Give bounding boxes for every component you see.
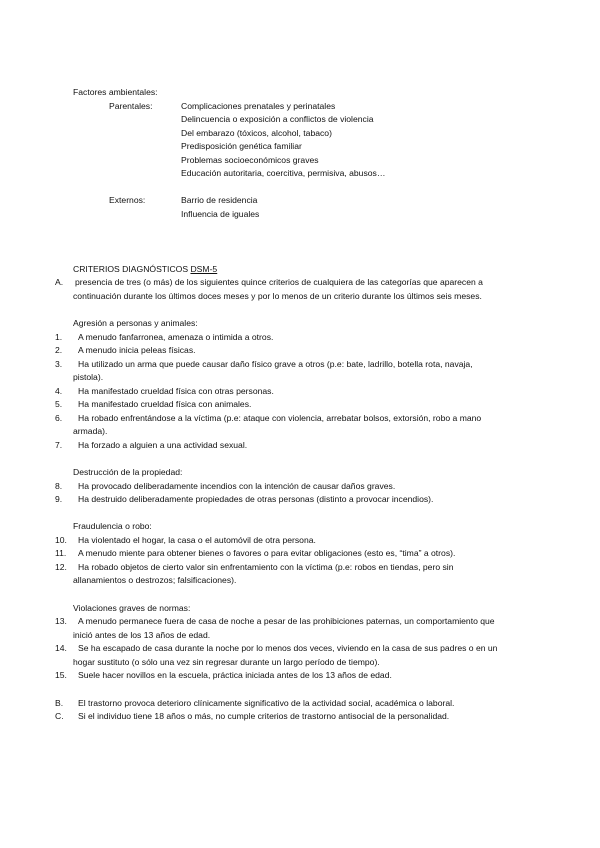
criterion-letter-b: B. (55, 698, 64, 708)
item-number: 6. (55, 413, 63, 423)
parentales-label: Parentales: (109, 101, 153, 111)
externos-item: Influencia de iguales (181, 209, 260, 219)
item-text: Se ha escapado de casa durante la noche por lo menos dos veces, viviendo en la casa de sus padres o en un (78, 643, 498, 653)
criterion-c-text: Si el individuo tiene 18 años o más, no cumple criterios de trastorno antisocial de la personalidad. (78, 711, 450, 721)
parentales-item: Complicaciones prenatales y perinatales (181, 101, 336, 111)
parentales-item: Predisposición genética familiar (181, 141, 302, 151)
item-number: 14. (55, 643, 67, 653)
criterion-a-line: presencia de tres (o más) de los siguientes quince criterios de cualquiera de las categorías que aparecen a (75, 277, 483, 287)
externos-label: Externos: (109, 195, 146, 205)
item-text: Ha forzado a alguien a una actividad sexual. (78, 440, 248, 450)
item-text: Ha manifestado crueldad física con otras personas. (78, 386, 274, 396)
item-number: 11. (55, 548, 67, 558)
parentales-item: Problemas socioeconómicos graves (181, 155, 319, 165)
item-number: 4. (55, 386, 63, 396)
item-text: A menudo permanece fuera de casa de noche a pesar de las prohibiciones paternas, un comportamiento que (78, 616, 495, 626)
criterios-title-text: CRITERIOS DIAGNÓSTICOS (73, 264, 189, 274)
item-text: Ha utilizado un arma que puede causar daño físico grave a otros (p.e: bate, ladrillo, botella rota, navaja, (78, 359, 473, 369)
destruccion-title: Destrucción de la propiedad: (73, 467, 183, 477)
agresion-title: Agresión a personas y animales: (73, 318, 198, 328)
parentales-item: Delincuencia o exposición a conflictos de violencia (181, 114, 374, 124)
item-text: Ha robado objetos de cierto valor sin enfrentamiento con la víctima (p.e: robos en tiendas, pero sin (78, 562, 454, 572)
criterion-letter-a: A. (55, 277, 64, 287)
criterios-title (73, 264, 217, 275)
item-text: Suele hacer novillos en la escuela, práctica iniciada antes de los 13 años de edad. (78, 670, 392, 680)
item-text: A menudo inicia peleas físicas. (78, 345, 196, 355)
parentales-item: Educación autoritaria, coercitiva, permisiva, abusos… (181, 168, 386, 178)
item-text: Ha manifestado crueldad física con animales. (78, 399, 252, 409)
criterion-a-line: continuación durante los últimos doces meses y por lo menos de un criterio durante los últimos seis meses. (73, 291, 482, 301)
item-number: 9. (55, 494, 63, 504)
item-number: 8. (55, 481, 63, 491)
violaciones-title: Violaciones graves de normas: (73, 603, 191, 613)
item-text: A menudo miente para obtener bienes o favores o para evitar obligaciones (esto es, “tima” a otros). (78, 548, 456, 558)
item-number: 12. (55, 562, 67, 572)
item-number: 13. (55, 616, 67, 626)
item-text: A menudo fanfarronea, amenaza o intimida a otros. (78, 332, 274, 342)
fraudulencia-title: Fraudulencia o robo: (73, 521, 152, 531)
item-number: 1. (55, 332, 63, 342)
item-text-cont: inició antes de los 13 años de edad. (73, 630, 211, 640)
item-number: 15. (55, 670, 67, 680)
item-number: 10. (55, 535, 67, 545)
item-text: Ha robado enfrentándose a la víctima (p.e: ataque con violencia, arrebatar bolsos, extorsión, robo a mano (78, 413, 482, 423)
item-text-cont: hogar sustituto (o sólo una vez sin regresar durante un largo período de tiempo). (73, 657, 380, 667)
item-number: 2. (55, 345, 63, 355)
item-text: Ha destruido deliberadamente propiedades de otras personas (distinto a provocar incendios). (78, 494, 434, 504)
item-text: Ha violentado el hogar, la casa o el automóvil de otra persona. (78, 535, 316, 545)
item-text: Ha provocado deliberadamente incendios con la intención de causar daños graves. (78, 481, 396, 491)
factores-title: Factores ambientales: (73, 87, 158, 97)
dsm5-link[interactable]: DSM-5 (190, 264, 218, 274)
item-text-cont: allanamientos o destrozos; falsificaciones). (73, 575, 237, 585)
item-number: 5. (55, 399, 63, 409)
parentales-item: Del embarazo (tóxicos, alcohol, tabaco) (181, 128, 332, 138)
item-text-cont: armada). (73, 426, 108, 436)
criterion-b-text: El trastorno provoca deterioro clínicamente significativo de la actividad social, académica o laboral. (78, 698, 455, 708)
criterion-letter-c: C. (55, 711, 64, 721)
item-number: 7. (55, 440, 63, 450)
item-number: 3. (55, 359, 63, 369)
item-text-cont: pistola). (73, 372, 104, 382)
externos-item: Barrio de residencia (181, 195, 258, 205)
